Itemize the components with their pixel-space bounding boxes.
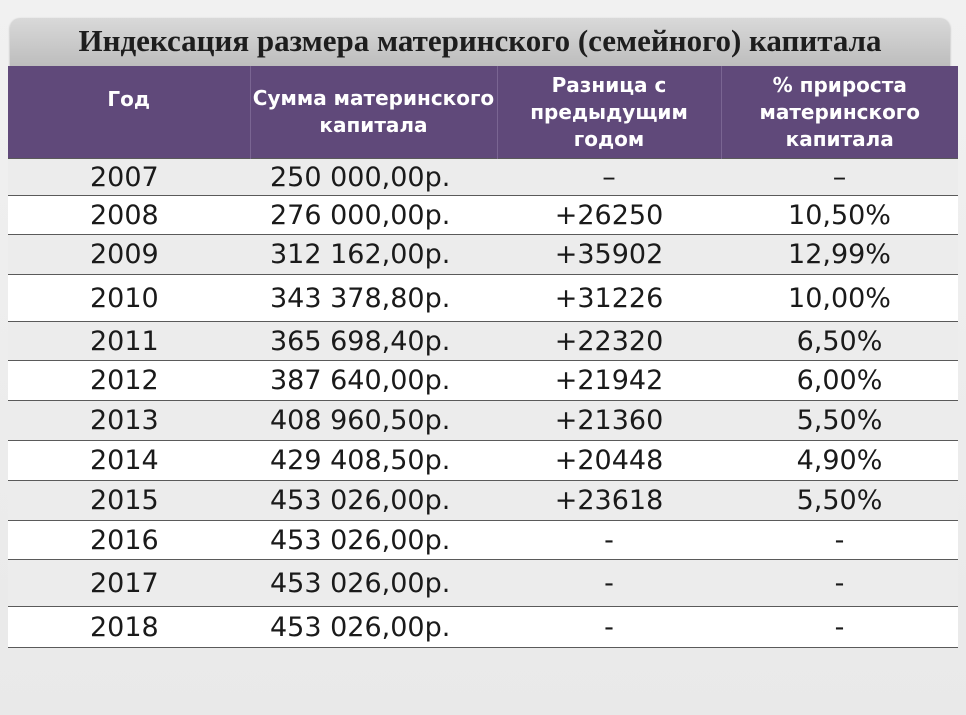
cell-year: 2014	[8, 441, 250, 481]
cell-sum: 453 026,00р.	[250, 560, 497, 607]
cell-year: 2013	[8, 401, 250, 441]
cell-sum: 365 698,40р.	[250, 322, 497, 361]
cell-diff: -	[497, 560, 721, 607]
header-diff: Разница с предыдущим годом	[497, 66, 721, 159]
cell-pct: 10,50%	[721, 196, 958, 235]
cell-sum: 429 408,50р.	[250, 441, 497, 481]
cell-sum: 276 000,00р.	[250, 196, 497, 235]
table-row	[8, 441, 958, 481]
cell-diff: +20448	[497, 441, 721, 481]
cell-diff: +35902	[497, 235, 721, 275]
cell-year: 2010	[8, 275, 250, 322]
cell-sum: 408 960,50р.	[250, 401, 497, 441]
cell-diff: +22320	[497, 322, 721, 361]
cell-year: 2016	[8, 521, 250, 560]
header-pct: % прироста материнского капитала	[721, 66, 958, 159]
cell-year: 2011	[8, 322, 250, 361]
table-row	[8, 159, 958, 196]
cell-pct: -	[721, 521, 958, 560]
table-row	[8, 196, 958, 235]
table-row	[8, 322, 958, 361]
cell-diff: +31226	[497, 275, 721, 322]
title-bar	[10, 18, 950, 66]
cell-diff: +21942	[497, 361, 721, 401]
header-year: Год	[8, 66, 250, 159]
cell-sum: 312 162,00р.	[250, 235, 497, 275]
cell-year: 2009	[8, 235, 250, 275]
cell-year: 2012	[8, 361, 250, 401]
cell-sum: 343 378,80р.	[250, 275, 497, 322]
table-row	[8, 235, 958, 275]
cell-year: 2018	[8, 607, 250, 648]
cell-diff: –	[497, 159, 721, 196]
cell-sum: 387 640,00р.	[250, 361, 497, 401]
cell-diff: -	[497, 521, 721, 560]
cell-sum: 453 026,00р.	[250, 481, 497, 521]
cell-sum: 453 026,00р.	[250, 607, 497, 648]
table-row	[8, 401, 958, 441]
table-row	[8, 607, 958, 648]
cell-pct: 6,00%	[721, 361, 958, 401]
cell-pct: -	[721, 560, 958, 607]
cell-diff: +21360	[497, 401, 721, 441]
cell-year: 2007	[8, 159, 250, 196]
cell-pct: 4,90%	[721, 441, 958, 481]
cell-sum: 453 026,00р.	[250, 521, 497, 560]
cell-year: 2017	[8, 560, 250, 607]
cell-pct: 12,99%	[721, 235, 958, 275]
page-title: Индексация размера материнского (семейного) капитала	[78, 23, 882, 58]
cell-year: 2008	[8, 196, 250, 235]
cell-year: 2015	[8, 481, 250, 521]
cell-diff: +23618	[497, 481, 721, 521]
table-row	[8, 361, 958, 401]
table-header-row	[8, 66, 958, 159]
cell-pct: -	[721, 607, 958, 648]
cell-pct: 6,50%	[721, 322, 958, 361]
cell-diff: -	[497, 607, 721, 648]
capital-indexation-table	[8, 66, 958, 648]
cell-diff: +26250	[497, 196, 721, 235]
table-row	[8, 521, 958, 560]
table-row	[8, 275, 958, 322]
cell-pct: –	[721, 159, 958, 196]
table-row	[8, 481, 958, 521]
cell-sum: 250 000,00р.	[250, 159, 497, 196]
cell-pct: 5,50%	[721, 481, 958, 521]
cell-pct: 10,00%	[721, 275, 958, 322]
table-row	[8, 560, 958, 607]
cell-pct: 5,50%	[721, 401, 958, 441]
header-sum: Сумма материнского капитала	[250, 66, 497, 159]
